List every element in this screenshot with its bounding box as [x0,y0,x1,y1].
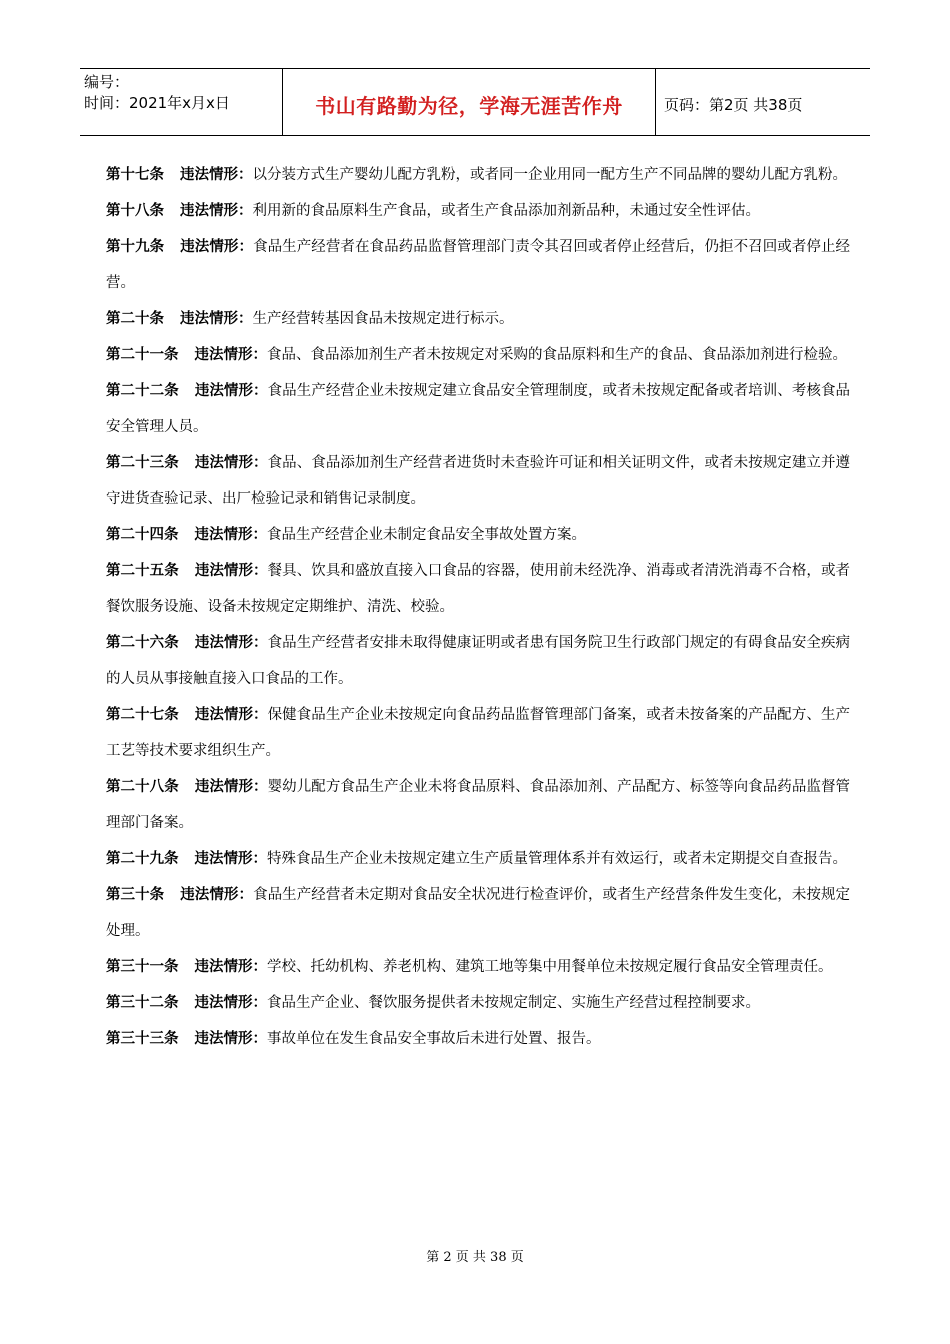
clause-tag: 违法情形： [194,958,267,975]
clause-number: 第二十四条 [106,526,179,543]
clause-tag: 违法情形： [194,382,268,399]
document-number-label: 编号： [84,73,130,91]
clause-tag: 违法情形： [194,706,268,723]
clause-item [106,769,850,841]
clause-text: 食品生产经营者未定期对食品安全状况进行检查评价，或者生产经营条件发生变化，未按规定处理。 [106,887,851,939]
clause-item [106,697,850,769]
clause-number: 第二十七条 [106,706,179,723]
clause-tag: 违法情形： [194,994,267,1011]
clause-item [106,949,850,985]
clause-text: 食品、食品添加剂生产经营者进货时未查验许可证和相关证明文件，或者未按规定建立并遵守进货查验记录、出厂检验记录和销售记录制度。 [106,455,851,507]
page-footer: 第 2 页 共 38 页 [426,1250,524,1265]
clause-tag: 违法情形： [194,850,267,867]
clause-tag: 违法情形： [180,238,254,255]
clause-tag: 违法情形： [194,1030,267,1047]
page-header [80,68,870,136]
clause-number: 第三十一条 [106,958,179,975]
clause-text: 食品生产企业、餐饮服务提供者未按规定制定、实施生产经营过程控制要求。 [267,995,760,1011]
clause-text: 食品生产经营者安排未取得健康证明或者患有国务院卫生行政部门规定的有碍食品安全疾病的人员从事接触直接入口食品的工作。 [106,635,851,687]
clause-item [106,301,850,337]
clause-number: 第二十二条 [106,382,179,399]
clause-item [106,445,850,517]
clause-number: 第二十条 [106,310,164,327]
clause-number: 第十八条 [106,202,164,219]
clause-number: 第二十六条 [106,634,179,651]
clause-text: 特殊食品生产企业未按规定建立生产质量管理体系并有效运行，或者未定期提交自查报告。 [267,851,847,867]
clause-text: 利用新的食品原料生产食品，或者生产食品添加剂新品种，未通过安全性评估。 [252,203,760,219]
clause-tag: 违法情形： [194,778,268,795]
clause-item [106,193,850,229]
clause-number: 第二十五条 [106,562,179,579]
clause-tag: 违法情形： [194,526,267,543]
clause-text: 保健食品生产企业未按规定向食品药品监督管理部门备案，或者未按备案的产品配方、生产工艺等技术要求组织生产。 [106,707,851,759]
clause-text: 以分装方式生产婴幼儿配方乳粉，或者同一企业用同一配方生产不同品牌的婴幼儿配方乳粉。 [252,167,847,183]
header-page-info: 页码：第2页 共38页 [664,95,803,114]
clause-tag: 违法情形： [194,346,267,363]
clause-item [106,877,850,949]
clause-tag: 违法情形： [180,886,254,903]
clause-tag: 违法情形： [180,166,253,183]
clause-list [106,157,850,1057]
clause-number: 第二十一条 [106,346,179,363]
clause-text: 食品生产经营企业未制定食品安全事故处置方案。 [267,527,586,543]
clause-item [106,373,850,445]
clause-tag: 违法情形： [180,310,253,327]
clause-item [106,985,850,1021]
header-meta [80,69,283,135]
clause-text: 事故单位在发生食品安全事故后未进行处置、报告。 [267,1031,601,1047]
clause-number: 第二十三条 [106,454,179,471]
clause-item [106,229,850,301]
clause-text: 学校、托幼机构、养老机构、建筑工地等集中用餐单位未按规定履行食品安全管理责任。 [267,959,833,975]
clause-tag: 违法情形： [180,202,253,219]
clause-item [106,841,850,877]
clause-number: 第十七条 [106,166,164,183]
clause-tag: 违法情形： [194,634,268,651]
clause-text: 食品生产经营企业未按规定建立食品安全管理制度，或者未按规定配备或者培训、考核食品安全管理人员。 [106,383,851,435]
clause-number: 第二十九条 [106,850,179,867]
clause-item [106,337,850,373]
clause-tag: 违法情形： [194,562,268,579]
document-date-label: 时间：2021年x月x日 [84,94,230,112]
header-motto: 书山有路勤为径，学海无涯苦作舟 [283,69,656,135]
clause-number: 第三十二条 [106,994,179,1011]
clause-item [106,553,850,625]
clause-tag: 违法情形： [194,454,268,471]
clause-text: 生产经营转基因食品未按规定进行标示。 [252,311,514,327]
clause-number: 第二十八条 [106,778,179,795]
clause-text: 食品、食品添加剂生产者未按规定对采购的食品原料和生产的食品、食品添加剂进行检验。 [267,347,847,363]
clause-number: 第十九条 [106,238,165,255]
clause-text: 食品生产经营者在食品药品监督管理部门责令其召回或者停止经营后，仍拒不召回或者停止经营。 [106,239,851,291]
clause-number: 第三十三条 [106,1030,179,1047]
clause-item [106,517,850,553]
clause-text: 餐具、饮具和盛放直接入口食品的容器，使用前未经洗净、消毒或者清洗消毒不合格，或者餐饮服务设施、设备未按规定定期维护、清洗、校验。 [106,563,851,615]
clause-item [106,157,850,193]
clause-text: 婴幼儿配方食品生产企业未将食品原料、食品添加剂、产品配方、标签等向食品药品监督管理部门备案。 [106,779,851,831]
clause-item [106,625,850,697]
clause-number: 第三十条 [106,886,165,903]
clause-item [106,1021,850,1057]
